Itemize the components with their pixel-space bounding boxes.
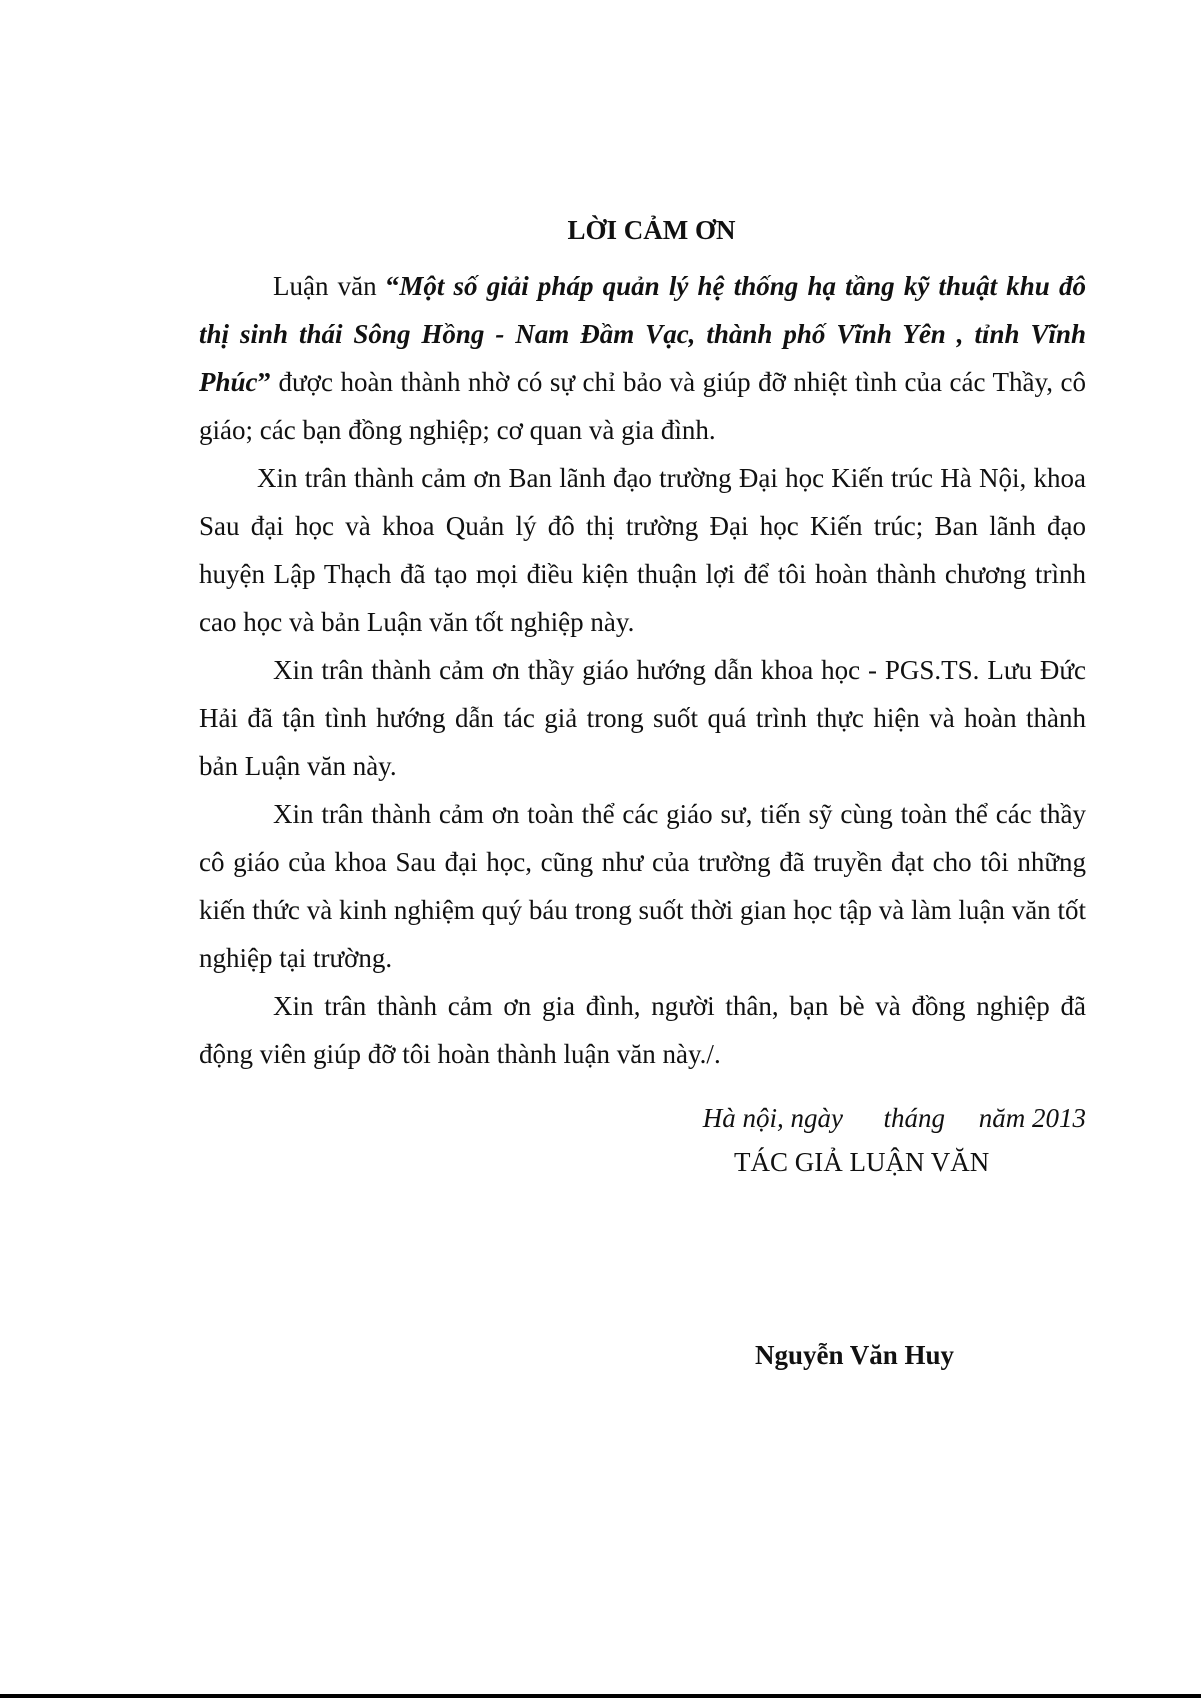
paragraph-supervisor: Xin trân thành cảm ơn thầy giáo hướng dẫn khoa học - PGS.TS. Lưu Đức Hải đã tận tình hướng dẫn tác giả trong suốt quá trình thực hiện và hoàn thành bản Luận văn này.	[199, 655, 1086, 781]
thesis-title: Một số giải pháp quản lý hệ thống hạ tầng kỹ thuật khu đô thị sinh thái Sông Hồng - Nam Đầm Vạc, thành phố Vĩnh Yên , tỉnh Vĩnh Phúc	[199, 271, 1086, 397]
page-bottom-border	[0, 1694, 1201, 1698]
open-quote: “	[385, 271, 400, 301]
paragraph-leadership: Xin trân thành cảm ơn Ban lãnh đạo trường Đại học Kiến trúc Hà Nội, khoa Sau đại học và khoa Quản lý đô thị trường Đại học Kiến trúc; Ban lãnh đạo huyện Lập Thạch đã tạo mọi điều kiện thuận lợi để tôi hoàn thành chương trình cao học và bản Luận văn tốt nghiệp này.	[199, 463, 1086, 637]
intro-prefix: Luận văn	[273, 271, 386, 301]
signature-block	[199, 1094, 1086, 1370]
intro-paragraph	[199, 262, 1086, 454]
paragraph-family: Xin trân thành cảm ơn gia đình, người thân, bạn bè và đồng nghiệp đã động viên giúp đỡ tôi hoàn thành luận văn này./.	[199, 991, 1086, 1069]
page-title: LỜI CẢM ƠN	[567, 215, 736, 245]
intro-suffix: được hoàn thành nhờ có sự chỉ bảo và giúp đỡ nhiệt tình của các Thầy, cô giáo; các bạn đồng nghiệp; cơ quan và gia đình.	[199, 367, 1086, 445]
paragraph-faculty: Xin trân thành cảm ơn toàn thể các giáo sư, tiến sỹ cùng toàn thể các thầy cô giáo của khoa Sau đại học, cũng như của trường đã truyền đạt cho tôi những kiến thức và kinh nghiệm quý báu trong suốt thời gian học tập và làm luận văn tốt nghiệp tại trường.	[199, 799, 1086, 973]
date-line: Hà nội, ngày tháng năm 2013	[702, 1103, 1086, 1133]
author-name: Nguyễn Văn Huy	[755, 1340, 955, 1370]
document-body	[199, 210, 1086, 1078]
author-role: TÁC GIẢ LUẬN VĂN	[734, 1147, 990, 1177]
close-quote: ”	[257, 367, 272, 397]
